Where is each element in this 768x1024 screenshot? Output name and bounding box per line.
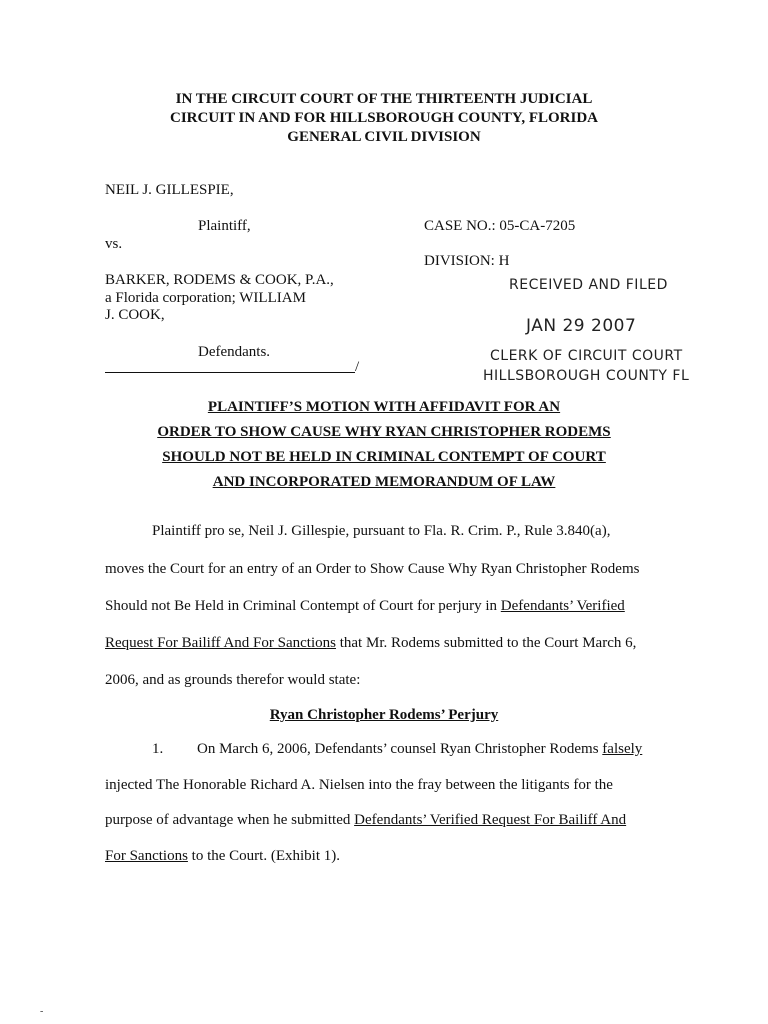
- court-header-line-3: GENERAL CIVIL DIVISION: [287, 129, 481, 145]
- falsely-word: falsely: [602, 741, 643, 757]
- exhibit-title-ref: Defendants’ Verified: [500, 598, 625, 614]
- intro-line-5: 2006, and as grounds therefor would state:: [105, 672, 361, 688]
- caption-slash: /: [355, 359, 360, 375]
- stamp-clerk: CLERK OF CIRCUIT COURT: [490, 348, 683, 364]
- intro-line-3: [105, 598, 625, 615]
- exhibit-title-ref-2-cont: For Sanctions: [105, 848, 188, 864]
- exhibit-title-ref-2: Defendants’ Verified Request For Bailiff And: [354, 812, 627, 828]
- section-heading: Ryan Christopher Rodems’ Perjury: [269, 707, 499, 723]
- plaintiff-name: NEIL J. GILLESPIE,: [105, 182, 234, 198]
- para-1-line-1-text: On March 6, 2006, Defendants’ counsel Ryan Christopher Rodems: [197, 741, 603, 757]
- motion-title-line-4: AND INCORPORATED MEMORANDUM OF LAW: [212, 474, 556, 490]
- case-number: CASE NO.: 05-CA-7205: [424, 218, 576, 234]
- motion-title-line-2: ORDER TO SHOW CAUSE WHY RYAN CHRISTOPHER RODEMS: [157, 424, 611, 440]
- para-1-number: 1.: [152, 741, 164, 757]
- motion-title: [0, 395, 768, 495]
- intro-line-4-text: that Mr. Rodems submitted to the Court March 6,: [335, 635, 637, 651]
- defendants-line-3: J. COOK,: [105, 307, 165, 323]
- court-header: [0, 90, 768, 147]
- intro-line-3-text: Should not Be Held in Criminal Contempt of Court for perjury in: [105, 598, 501, 614]
- intro-line-1: Plaintiff pro se, Neil J. Gillespie, pursuant to Fla. R. Crim. P., Rule 3.840(a),: [152, 523, 611, 539]
- defendants-line-1: BARKER, RODEMS & COOK, P.A.,: [105, 272, 334, 288]
- motion-title-line-1: PLAINTIFF’S MOTION WITH AFFIDAVIT FOR AN: [207, 399, 561, 415]
- court-header-line-2: CIRCUIT IN AND FOR HILLSBOROUGH COUNTY, FLORIDA: [170, 110, 598, 126]
- stamp-date: JAN 29 2007: [526, 316, 637, 336]
- exhibit-title-ref-cont: Request For Bailiff And For Sanctions: [105, 635, 336, 651]
- para-1-line-2: injected The Honorable Richard A. Nielsen into the fray between the litigants for the: [105, 777, 613, 793]
- division: DIVISION: H: [424, 253, 510, 269]
- para-1-line-4: [105, 848, 340, 865]
- intro-line-4: [105, 635, 636, 652]
- versus-label: vs.: [105, 236, 123, 252]
- defendants-line-2: a Florida corporation; WILLIAM: [105, 290, 306, 306]
- para-1-line-3: [105, 812, 626, 829]
- court-header-line-1: IN THE CIRCUIT COURT OF THE THIRTEENTH JUDICIAL: [175, 91, 593, 107]
- footer-mark: -: [40, 1006, 44, 1017]
- para-1-line-4-text: to the Court. (Exhibit 1).: [187, 848, 340, 864]
- stamp-county: HILLSBOROUGH COUNTY FL: [483, 368, 690, 384]
- caption-rule: [105, 372, 355, 373]
- defendants-label: Defendants.: [198, 344, 271, 360]
- intro-line-2: moves the Court for an entry of an Order to Show Cause Why Ryan Christopher Rodems: [105, 561, 640, 577]
- motion-title-line-3: SHOULD NOT BE HELD IN CRIMINAL CONTEMPT OF COURT: [162, 449, 606, 465]
- plaintiff-label: Plaintiff,: [198, 218, 251, 234]
- para-1-line-3-text: purpose of advantage when he submitted: [105, 812, 355, 828]
- para-1-line-1: [197, 741, 642, 758]
- stamp-received-filed: RECEIVED AND FILED: [509, 277, 668, 293]
